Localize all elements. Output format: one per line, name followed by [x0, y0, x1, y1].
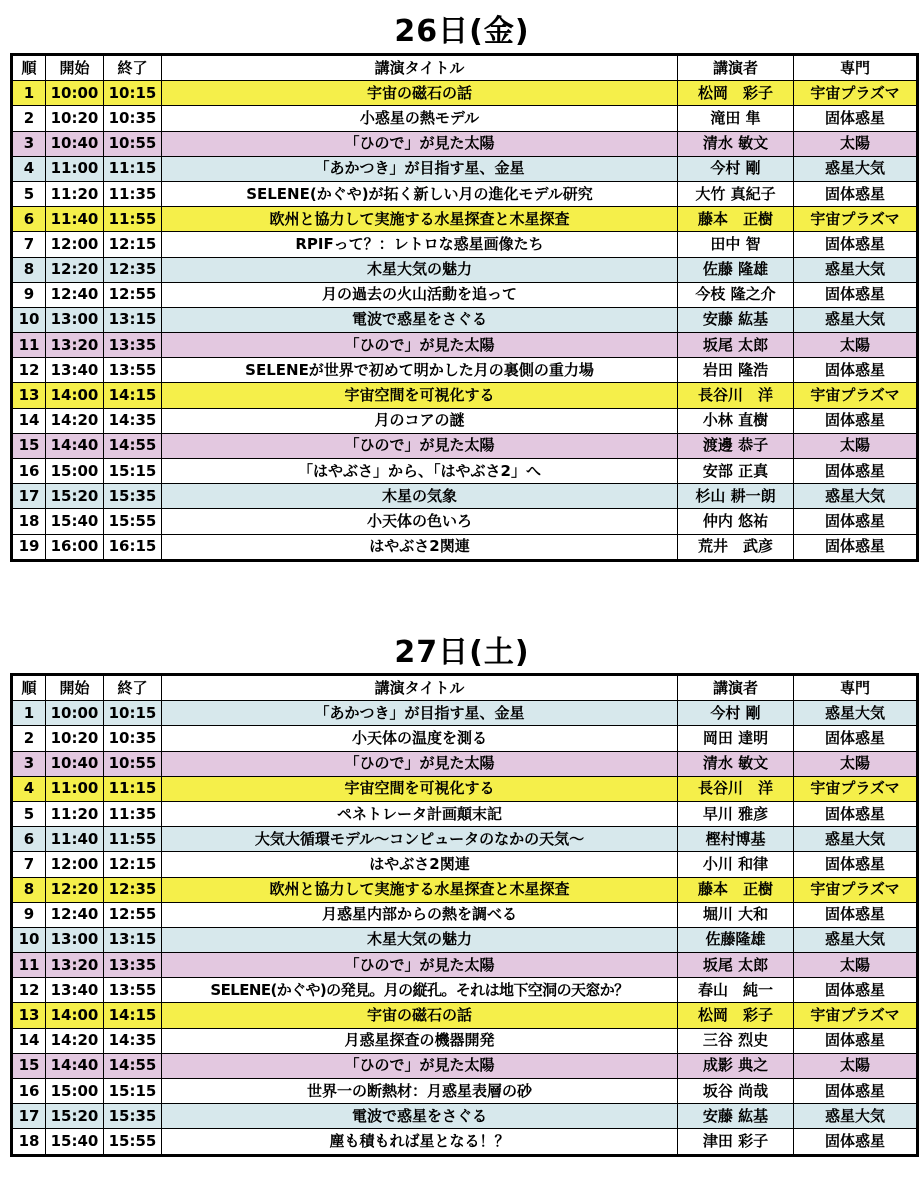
cell-start: 11:40: [46, 827, 104, 852]
cell-speaker: 清水 敏文: [678, 751, 794, 776]
table-row: [12, 877, 918, 902]
table-row: [12, 1129, 918, 1155]
cell-no: 6: [12, 827, 46, 852]
table-row: [12, 927, 918, 952]
table-row: [12, 953, 918, 978]
cell-end: 14:55: [104, 433, 162, 458]
cell-speaker: 早川 雅彦: [678, 801, 794, 826]
cell-field: 固体惑星: [794, 282, 918, 307]
cell-title: 電波で惑星をさぐる: [162, 307, 678, 332]
cell-start: 16:00: [46, 534, 104, 560]
cell-title: 欧州と協力して実施する水星探査と木星探査: [162, 207, 678, 232]
table-row: [12, 751, 918, 776]
cell-field: 固体惑星: [794, 801, 918, 826]
cell-speaker: 藤本 正樹: [678, 207, 794, 232]
cell-no: 5: [12, 181, 46, 206]
cell-speaker: 坂尾 太郎: [678, 333, 794, 358]
cell-end: 15:15: [104, 459, 162, 484]
cell-end: 15:35: [104, 484, 162, 509]
table-row: [12, 408, 918, 433]
cell-end: 10:55: [104, 131, 162, 156]
cell-title: 「ひので」が見た太陽: [162, 953, 678, 978]
schedule-table-day-2: [10, 673, 919, 1157]
cell-field: 固体惑星: [794, 459, 918, 484]
cell-title: 月惑星探査の機器開発: [162, 1028, 678, 1053]
cell-no: 15: [12, 433, 46, 458]
table-row: [12, 358, 918, 383]
cell-start: 10:20: [46, 726, 104, 751]
cell-start: 13:40: [46, 978, 104, 1003]
cell-start: 10:40: [46, 751, 104, 776]
cell-start: 12:20: [46, 877, 104, 902]
cell-start: 15:00: [46, 1079, 104, 1104]
cell-speaker: 藤本 正樹: [678, 877, 794, 902]
header-end: 終了: [104, 675, 162, 701]
cell-speaker: 樫村博基: [678, 827, 794, 852]
cell-start: 12:40: [46, 902, 104, 927]
cell-end: 11:55: [104, 207, 162, 232]
table-row: [12, 902, 918, 927]
cell-end: 16:15: [104, 534, 162, 560]
table-row: [12, 726, 918, 751]
cell-start: 12:00: [46, 852, 104, 877]
cell-speaker: 渡邊 恭子: [678, 433, 794, 458]
cell-no: 1: [12, 701, 46, 726]
day-1-title: 26日(金): [394, 14, 530, 49]
cell-speaker: 松岡 彩子: [678, 81, 794, 106]
table-row: [12, 131, 918, 156]
cell-end: 14:35: [104, 1028, 162, 1053]
cell-speaker: 小林 直樹: [678, 408, 794, 433]
schedule-body: [12, 701, 918, 1155]
cell-speaker: 荒井 武彦: [678, 534, 794, 560]
cell-end: 10:15: [104, 81, 162, 106]
cell-no: 18: [12, 509, 46, 534]
table-row: [12, 801, 918, 826]
table-row: [12, 776, 918, 801]
header-speaker: 講演者: [678, 675, 794, 701]
cell-end: 14:15: [104, 383, 162, 408]
cell-title: SELENE(かぐや)の発見。月の縦孔。それは地下空洞の天窓か？: [162, 978, 678, 1003]
cell-title: 小惑星の熱モデル: [162, 106, 678, 131]
cell-end: 14:35: [104, 408, 162, 433]
cell-title: RPIFって？：レトロな惑星画像たち: [162, 232, 678, 257]
cell-title: SELENE(かぐや)が拓く新しい月の進化モデル研究: [162, 181, 678, 206]
cell-field: 固体惑星: [794, 1129, 918, 1155]
cell-field: 固体惑星: [794, 978, 918, 1003]
cell-title: 宇宙空間を可視化する: [162, 383, 678, 408]
cell-title: 「ひので」が見た太陽: [162, 131, 678, 156]
cell-title: ペネトレータ計画顛末記: [162, 801, 678, 826]
cell-field: 固体惑星: [794, 232, 918, 257]
cell-no: 2: [12, 106, 46, 131]
table-row: [12, 282, 918, 307]
cell-title: 木星の気象: [162, 484, 678, 509]
table-row: [12, 1104, 918, 1129]
cell-field: 固体惑星: [794, 358, 918, 383]
cell-end: 15:35: [104, 1104, 162, 1129]
cell-field: 太陽: [794, 131, 918, 156]
cell-field: 宇宙プラズマ: [794, 877, 918, 902]
cell-start: 14:20: [46, 408, 104, 433]
cell-no: 19: [12, 534, 46, 560]
cell-end: 13:55: [104, 358, 162, 383]
cell-field: 惑星大気: [794, 1104, 918, 1129]
cell-title: 木星大気の魅力: [162, 927, 678, 952]
table-row: [12, 484, 918, 509]
table-row: [12, 852, 918, 877]
table-row: [12, 1053, 918, 1078]
cell-no: 10: [12, 927, 46, 952]
cell-start: 11:40: [46, 207, 104, 232]
cell-start: 13:00: [46, 307, 104, 332]
table-row: [12, 1003, 918, 1028]
cell-no: 16: [12, 1079, 46, 1104]
cell-field: 宇宙プラズマ: [794, 383, 918, 408]
cell-end: 13:15: [104, 927, 162, 952]
cell-speaker: 津田 彩子: [678, 1129, 794, 1155]
cell-start: 11:20: [46, 801, 104, 826]
cell-end: 11:15: [104, 156, 162, 181]
header-row: [12, 55, 918, 81]
cell-title: 宇宙の磁石の話: [162, 81, 678, 106]
header-field: 専門: [794, 675, 918, 701]
cell-start: 14:00: [46, 1003, 104, 1028]
cell-speaker: 三谷 烈史: [678, 1028, 794, 1053]
cell-field: 固体惑星: [794, 509, 918, 534]
header-no: 順: [12, 675, 46, 701]
cell-speaker: 小川 和律: [678, 852, 794, 877]
cell-title: 月のコアの謎: [162, 408, 678, 433]
cell-start: 13:00: [46, 927, 104, 952]
cell-end: 11:35: [104, 801, 162, 826]
cell-end: 15:15: [104, 1079, 162, 1104]
cell-no: 5: [12, 801, 46, 826]
cell-start: 10:00: [46, 701, 104, 726]
cell-field: 惑星大気: [794, 307, 918, 332]
cell-no: 16: [12, 459, 46, 484]
cell-speaker: 坂谷 尚哉: [678, 1079, 794, 1104]
cell-no: 3: [12, 751, 46, 776]
cell-end: 14:55: [104, 1053, 162, 1078]
header-end: 終了: [104, 55, 162, 81]
cell-field: 惑星大気: [794, 827, 918, 852]
cell-speaker: 佐藤 隆雄: [678, 257, 794, 282]
cell-no: 12: [12, 978, 46, 1003]
cell-no: 12: [12, 358, 46, 383]
cell-field: 固体惑星: [794, 1079, 918, 1104]
cell-end: 15:55: [104, 1129, 162, 1155]
cell-start: 14:20: [46, 1028, 104, 1053]
table-row: [12, 459, 918, 484]
cell-no: 9: [12, 902, 46, 927]
cell-end: 15:55: [104, 509, 162, 534]
cell-title: 月の過去の火山活動を追って: [162, 282, 678, 307]
cell-end: 13:35: [104, 333, 162, 358]
cell-end: 10:35: [104, 726, 162, 751]
table-row: [12, 307, 918, 332]
header-start: 開始: [46, 675, 104, 701]
cell-no: 3: [12, 131, 46, 156]
cell-speaker: 安部 正真: [678, 459, 794, 484]
cell-no: 14: [12, 408, 46, 433]
cell-start: 15:00: [46, 459, 104, 484]
cell-speaker: 杉山 耕一朗: [678, 484, 794, 509]
table-row: [12, 81, 918, 106]
table-row: [12, 156, 918, 181]
schedule-body: [12, 81, 918, 561]
cell-field: 惑星大気: [794, 156, 918, 181]
cell-start: 14:40: [46, 433, 104, 458]
table-row: [12, 534, 918, 560]
cell-field: 宇宙プラズマ: [794, 776, 918, 801]
cell-title: 「はやぶさ」から、「はやぶさ2」へ: [162, 459, 678, 484]
cell-field: 太陽: [794, 333, 918, 358]
cell-speaker: 今村 剛: [678, 701, 794, 726]
cell-no: 14: [12, 1028, 46, 1053]
cell-speaker: 滝田 隼: [678, 106, 794, 131]
cell-no: 8: [12, 257, 46, 282]
table-row: [12, 207, 918, 232]
cell-no: 1: [12, 81, 46, 106]
cell-end: 12:35: [104, 877, 162, 902]
cell-field: 固体惑星: [794, 106, 918, 131]
table-row: [12, 433, 918, 458]
table-row: [12, 257, 918, 282]
cell-end: 12:55: [104, 902, 162, 927]
cell-title: 「ひので」が見た太陽: [162, 751, 678, 776]
cell-field: 惑星大気: [794, 927, 918, 952]
cell-no: 9: [12, 282, 46, 307]
header-start: 開始: [46, 55, 104, 81]
cell-field: 惑星大気: [794, 701, 918, 726]
cell-speaker: 成影 典之: [678, 1053, 794, 1078]
cell-no: 17: [12, 484, 46, 509]
cell-start: 12:00: [46, 232, 104, 257]
cell-no: 17: [12, 1104, 46, 1129]
cell-title: 電波で惑星をさぐる: [162, 1104, 678, 1129]
cell-end: 12:55: [104, 282, 162, 307]
header-speaker: 講演者: [678, 55, 794, 81]
cell-end: 14:15: [104, 1003, 162, 1028]
header-field: 専門: [794, 55, 918, 81]
cell-start: 13:20: [46, 333, 104, 358]
cell-start: 12:40: [46, 282, 104, 307]
table-row: [12, 1079, 918, 1104]
cell-field: 惑星大気: [794, 484, 918, 509]
cell-speaker: 清水 敏文: [678, 131, 794, 156]
cell-end: 12:35: [104, 257, 162, 282]
cell-speaker: 大竹 真紀子: [678, 181, 794, 206]
cell-speaker: 今村 剛: [678, 156, 794, 181]
cell-field: 太陽: [794, 1053, 918, 1078]
table-row: [12, 1028, 918, 1053]
cell-no: 4: [12, 156, 46, 181]
cell-speaker: 堀川 大和: [678, 902, 794, 927]
cell-end: 11:35: [104, 181, 162, 206]
cell-end: 11:55: [104, 827, 162, 852]
cell-speaker: 安藤 紘基: [678, 1104, 794, 1129]
cell-field: 固体惑星: [794, 1028, 918, 1053]
schedule-table-day-1: [10, 53, 919, 562]
cell-title: 宇宙の磁石の話: [162, 1003, 678, 1028]
cell-end: 11:15: [104, 776, 162, 801]
cell-start: 15:40: [46, 1129, 104, 1155]
cell-title: 塵も積もれば星となる！？: [162, 1129, 678, 1155]
cell-no: 11: [12, 953, 46, 978]
cell-end: 10:35: [104, 106, 162, 131]
cell-title: 世界一の断熱材：月惑星表層の砂: [162, 1079, 678, 1104]
cell-title: 月惑星内部からの熱を調べる: [162, 902, 678, 927]
cell-field: 固体惑星: [794, 534, 918, 560]
cell-no: 10: [12, 307, 46, 332]
cell-field: 宇宙プラズマ: [794, 81, 918, 106]
cell-speaker: 坂尾 太郎: [678, 953, 794, 978]
cell-speaker: 長谷川 洋: [678, 383, 794, 408]
header-title: 講演タイトル: [162, 55, 678, 81]
cell-speaker: 長谷川 洋: [678, 776, 794, 801]
cell-end: 13:35: [104, 953, 162, 978]
table-row: [12, 106, 918, 131]
cell-start: 15:20: [46, 1104, 104, 1129]
cell-no: 6: [12, 207, 46, 232]
cell-no: 7: [12, 232, 46, 257]
cell-no: 13: [12, 383, 46, 408]
cell-title: 小天体の色いろ: [162, 509, 678, 534]
cell-title: 欧州と協力して実施する水星探査と木星探査: [162, 877, 678, 902]
cell-title: 「ひので」が見た太陽: [162, 333, 678, 358]
cell-start: 14:40: [46, 1053, 104, 1078]
cell-speaker: 佐藤隆雄: [678, 927, 794, 952]
cell-title: 「ひので」が見た太陽: [162, 433, 678, 458]
table-row: [12, 181, 918, 206]
header-row: [12, 675, 918, 701]
cell-speaker: 春山 純一: [678, 978, 794, 1003]
cell-title: 「あかつき」が目指す星、金星: [162, 701, 678, 726]
cell-title: 小天体の温度を測る: [162, 726, 678, 751]
cell-no: 4: [12, 776, 46, 801]
cell-speaker: 仲内 悠祐: [678, 509, 794, 534]
cell-start: 10:00: [46, 81, 104, 106]
cell-field: 太陽: [794, 433, 918, 458]
header-no: 順: [12, 55, 46, 81]
cell-no: 11: [12, 333, 46, 358]
cell-start: 10:40: [46, 131, 104, 156]
cell-speaker: 今枝 隆之介: [678, 282, 794, 307]
cell-end: 10:15: [104, 701, 162, 726]
cell-no: 2: [12, 726, 46, 751]
table-row: [12, 383, 918, 408]
day-2-title: 27日(土): [394, 635, 530, 670]
header-title: 講演タイトル: [162, 675, 678, 701]
table-row: [12, 333, 918, 358]
cell-start: 15:20: [46, 484, 104, 509]
cell-end: 13:15: [104, 307, 162, 332]
table-row: [12, 978, 918, 1003]
table-row: [12, 827, 918, 852]
cell-title: 「ひので」が見た太陽: [162, 1053, 678, 1078]
cell-field: 固体惑星: [794, 902, 918, 927]
cell-no: 7: [12, 852, 46, 877]
cell-start: 11:00: [46, 776, 104, 801]
cell-start: 10:20: [46, 106, 104, 131]
cell-field: 太陽: [794, 751, 918, 776]
cell-start: 11:20: [46, 181, 104, 206]
cell-title: 宇宙空間を可視化する: [162, 776, 678, 801]
cell-title: 大気大循環モデル～コンピュータのなかの天気～: [162, 827, 678, 852]
cell-speaker: 岩田 隆浩: [678, 358, 794, 383]
cell-field: 宇宙プラズマ: [794, 1003, 918, 1028]
cell-end: 13:55: [104, 978, 162, 1003]
cell-start: 13:20: [46, 953, 104, 978]
cell-no: 13: [12, 1003, 46, 1028]
cell-field: 固体惑星: [794, 852, 918, 877]
cell-title: 「あかつき」が目指す星、金星: [162, 156, 678, 181]
cell-field: 固体惑星: [794, 726, 918, 751]
cell-no: 18: [12, 1129, 46, 1155]
cell-title: SELENEが世界で初めて明かした月の裏側の重力場: [162, 358, 678, 383]
cell-field: 惑星大気: [794, 257, 918, 282]
cell-start: 15:40: [46, 509, 104, 534]
cell-title: はやぶさ2関連: [162, 534, 678, 560]
cell-start: 11:00: [46, 156, 104, 181]
cell-title: はやぶさ2関連: [162, 852, 678, 877]
table-row: [12, 701, 918, 726]
table-row: [12, 509, 918, 534]
cell-field: 固体惑星: [794, 408, 918, 433]
table-row: [12, 232, 918, 257]
cell-speaker: 田中 智: [678, 232, 794, 257]
cell-end: 12:15: [104, 852, 162, 877]
cell-title: 木星大気の魅力: [162, 257, 678, 282]
cell-no: 15: [12, 1053, 46, 1078]
cell-field: 宇宙プラズマ: [794, 207, 918, 232]
cell-end: 10:55: [104, 751, 162, 776]
cell-speaker: 松岡 彩子: [678, 1003, 794, 1028]
cell-end: 12:15: [104, 232, 162, 257]
cell-start: 14:00: [46, 383, 104, 408]
cell-field: 太陽: [794, 953, 918, 978]
cell-no: 8: [12, 877, 46, 902]
cell-speaker: 安藤 紘基: [678, 307, 794, 332]
cell-start: 13:40: [46, 358, 104, 383]
cell-start: 12:20: [46, 257, 104, 282]
cell-field: 固体惑星: [794, 181, 918, 206]
cell-speaker: 岡田 達明: [678, 726, 794, 751]
